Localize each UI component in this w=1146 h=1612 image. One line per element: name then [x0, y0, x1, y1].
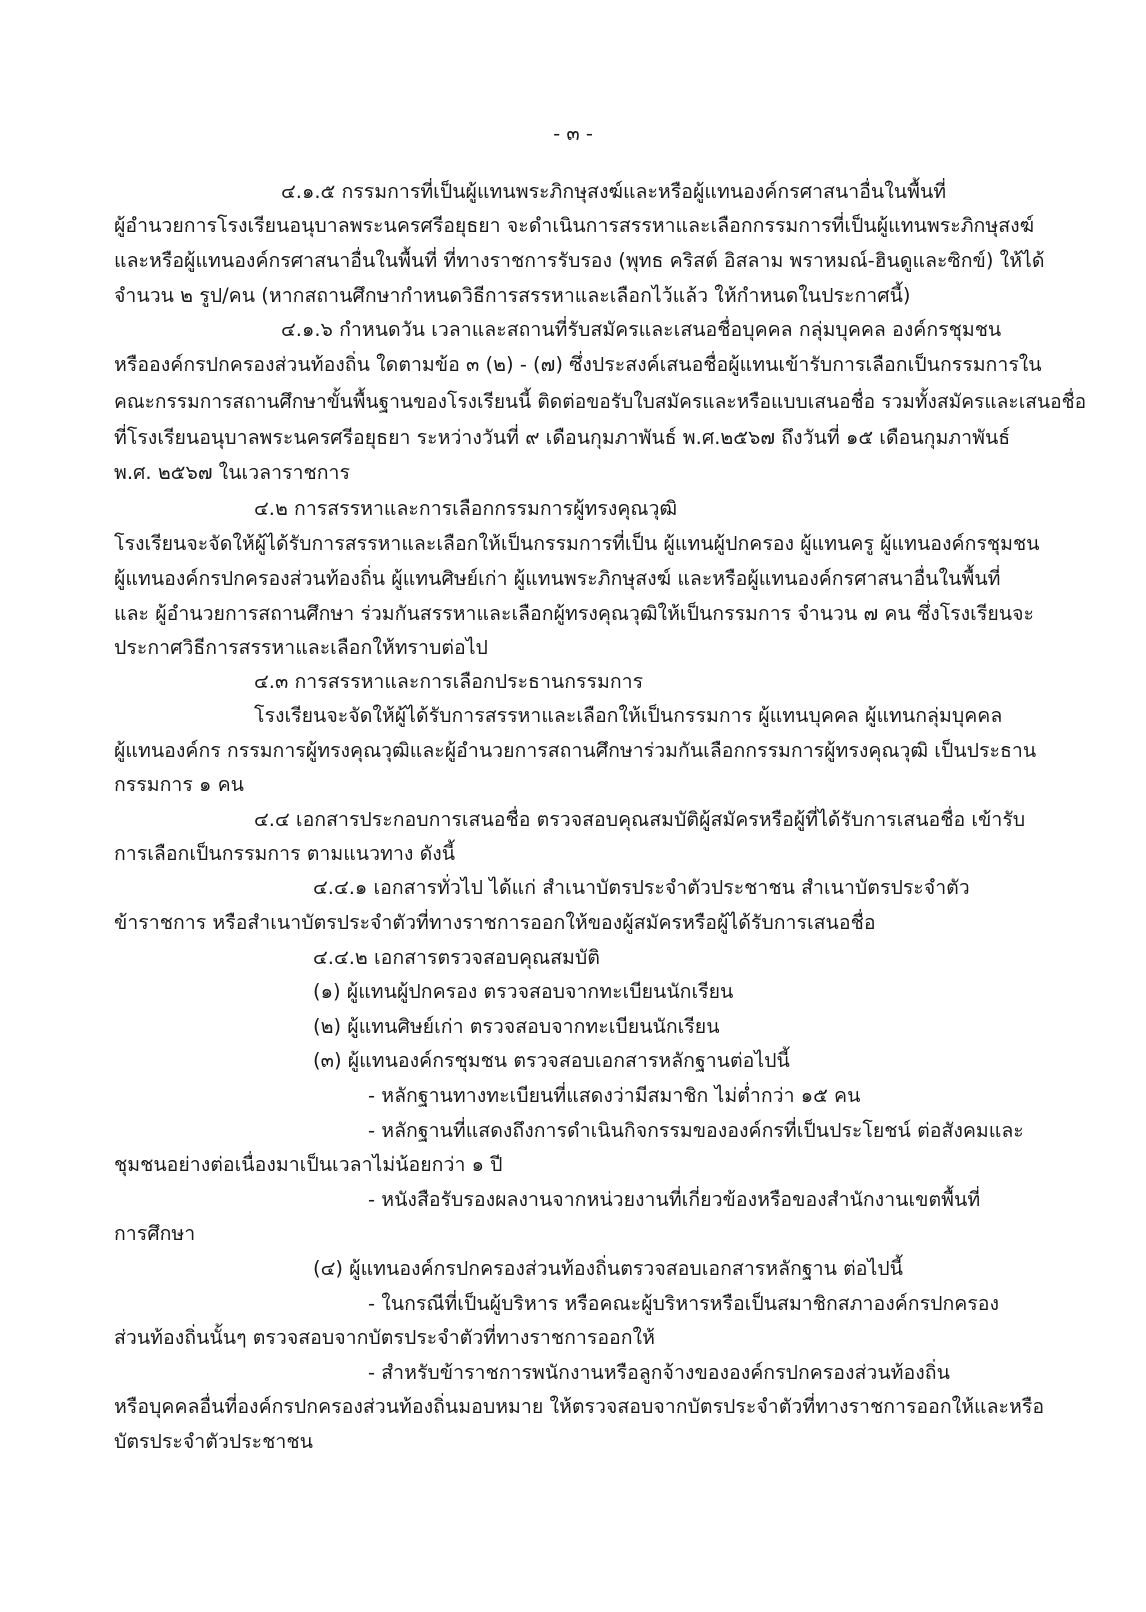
section-4-4-heading: ๔.๔ เอกสารประกอบการเสนอชื่อ ตรวจสอบคุณสมบัติผู้สมัครหรือผู้ที่ได้รับการเสนอชื่อ เข้ารับ	[254, 808, 1026, 831]
paragraph-line: การศึกษา	[114, 1222, 196, 1245]
bullet-item: - หลักฐานทางทะเบียนที่แสดงว่ามีสมาชิก ไม่ต่ำกว่า ๑๕ คน	[368, 1084, 861, 1107]
paragraph-line: ส่วนท้องถิ่นนั้นๆ ตรวจสอบจากบัตรประจำตัวที่ทางราชการออกให้	[114, 1326, 655, 1349]
list-item: (๔) ผู้แทนองค์กรปกครองส่วนท้องถิ่นตรวจสอบเอกสารหลักฐาน ต่อไปนี้	[313, 1257, 903, 1280]
list-item: (๒) ผู้แทนศิษย์เก่า ตรวจสอบจากทะเบียนนักเรียน	[313, 1015, 720, 1038]
page-number: - ๓ -	[553, 122, 593, 145]
bullet-item: - หนังสือรับรองผลงานจากหน่วยงานที่เกี่ยวข้องหรือของสำนักงานเขตพื้นที่	[368, 1188, 981, 1211]
paragraph-line: และ ผู้อำนวยการสถานศึกษา ร่วมกันสรรหาและเลือกผู้ทรงคุณวุฒิให้เป็นกรรมการ จำนวน ๗ คน ซึ่งโรงเรียนจะ	[114, 602, 1034, 625]
list-item: (๑) ผู้แทนผู้ปกครอง ตรวจสอบจากทะเบียนนักเรียน	[313, 980, 734, 1003]
paragraph-line: บัตรประจำตัวประชาชน	[114, 1430, 313, 1453]
paragraph-line: ประกาศวิธีการสรรหาและเลือกให้ทราบต่อไป	[114, 636, 488, 659]
bullet-item: - หลักฐานที่แสดงถึงการดำเนินกิจกรรมขององค์กรที่เป็นประโยชน์ ต่อสังคมและ	[368, 1119, 1024, 1142]
bullet-item: - ในกรณีที่เป็นผู้บริหาร หรือคณะผู้บริหารหรือเป็นสมาชิกสภาองค์กรปกครอง	[368, 1292, 999, 1315]
paragraph-line: หรือบุคคลอื่นที่องค์กรปกครองส่วนท้องถิ่นมอบหมาย ให้ตรวจสอบจากบัตรประจำตัวที่ทางราชการออกให้และหรือ	[114, 1395, 1045, 1418]
paragraph-line: พ.ศ. ๒๕๖๗ ในเวลาราชการ	[114, 461, 350, 484]
paragraph-line: และหรือผู้แทนองค์กรศาสนาอื่นในพื้นที่ ที่ทางราชการรับรอง (พุทธ คริสต์ อิสลาม พราหมณ์-ฮินดูและซิกข์) ให้ได้	[114, 249, 1045, 272]
section-4-3-heading: ๔.๓ การสรรหาและการเลือกประธานกรรมการ	[254, 670, 644, 693]
paragraph-line: หรือองค์กรปกครองส่วนท้องถิ่น ใดตามข้อ ๓ (๒) - (๗) ซึ่งประสงค์เสนอชื่อผู้แทนเข้ารับการเลือกเป็นกรรมการใน	[114, 353, 1042, 376]
list-item: (๓) ผู้แทนองค์กรชุมชน ตรวจสอบเอกสารหลักฐานต่อไปนี้	[313, 1049, 790, 1072]
paragraph-line: ชุมชนอย่างต่อเนื่องมาเป็นเวลาไม่น้อยกว่า ๑ ปี	[114, 1153, 503, 1176]
section-4-1-5-heading: ๔.๑.๕ กรรมการที่เป็นผู้แทนพระภิกษุสงฆ์และหรือผู้แทนองค์กรศาสนาอื่นในพื้นที่	[281, 180, 947, 203]
section-4-4-1-heading: ๔.๔.๑ เอกสารทั่วไป ได้แก่ สำเนาบัตรประจำตัวประชาชน สำเนาบัตรประจำตัว	[313, 876, 970, 899]
paragraph-line: ผู้แทนองค์กรปกครองส่วนท้องถิ่น ผู้แทนศิษย์เก่า ผู้แทนพระภิกษุสงฆ์ และหรือผู้แทนองค์กรศาสนาอื่นในพื้นที่	[114, 567, 1001, 590]
paragraph-line: ข้าราชการ หรือสำเนาบัตรประจำตัวที่ทางราชการออกให้ของผู้สมัครหรือผู้ได้รับการเสนอชื่อ	[114, 911, 876, 934]
paragraph-line: กรรมการ ๑ คน	[114, 773, 244, 796]
section-4-2-heading: ๔.๒ การสรรหาและการเลือกกรรมการผู้ทรงคุณวุฒิ	[254, 497, 678, 520]
paragraph-line: ผู้แทนองค์กร กรรมการผู้ทรงคุณวุฒิและผู้อำนวยการสถานศึกษาร่วมกันเลือกกรรมการผู้ทรงคุณวุฒิ เป็นประธาน	[114, 739, 1037, 762]
paragraph-line: ที่โรงเรียนอนุบาลพระนครศรีอยุธยา ระหว่างวันที่ ๙ เดือนกุมภาพันธ์ พ.ศ.๒๕๖๗ ถึงวันที่ ๑๕ เดือนกุมภาพันธ์	[114, 426, 1011, 449]
paragraph-line: จำนวน ๒ รูป/คน (หากสถานศึกษากำหนดวิธีการสรรหาและเลือกไว้แล้ว ให้กำหนดในประกาศนี้)	[114, 284, 911, 307]
bullet-item: - สำหรับข้าราชการพนักงานหรือลูกจ้างขององค์กรปกครองส่วนท้องถิ่น	[368, 1361, 950, 1384]
paragraph-line: การเลือกเป็นกรรมการ ตามแนวทาง ดังนี้	[114, 842, 456, 865]
section-4-1-6-heading: ๔.๑.๖ กำหนดวัน เวลาและสถานที่รับสมัครและเสนอชื่อบุคคล กลุ่มบุคคล องค์กรชุมชน	[281, 318, 1002, 341]
paragraph-line: โรงเรียนจะจัดให้ผู้ได้รับการสรรหาและเลือกให้เป็นกรรมการ ผู้แทนบุคคล ผู้แทนกลุ่มบุคคล	[254, 704, 1003, 727]
paragraph-line: คณะกรรมการสถานศึกษาขั้นพื้นฐานของโรงเรียนนี้ ติดต่อขอรับใบสมัครและหรือแบบเสนอชื่อ รวมทั้งสมัครและเสนอชื่อ	[114, 390, 1087, 413]
paragraph-line: โรงเรียนจะจัดให้ผู้ได้รับการสรรหาและเลือกให้เป็นกรรมการที่เป็น ผู้แทนผู้ปกครอง ผู้แทนครู ผู้แทนองค์กรชุมชน	[114, 532, 1040, 555]
section-4-4-2-heading: ๔.๔.๒ เอกสารตรวจสอบคุณสมบัติ	[313, 946, 600, 969]
paragraph-line: ผู้อำนวยการโรงเรียนอนุบาลพระนครศรีอยุธยา จะดำเนินการสรรหาและเลือกกรรมการที่เป็นผู้แทนพระภิกษุสงฆ์	[114, 214, 1035, 237]
